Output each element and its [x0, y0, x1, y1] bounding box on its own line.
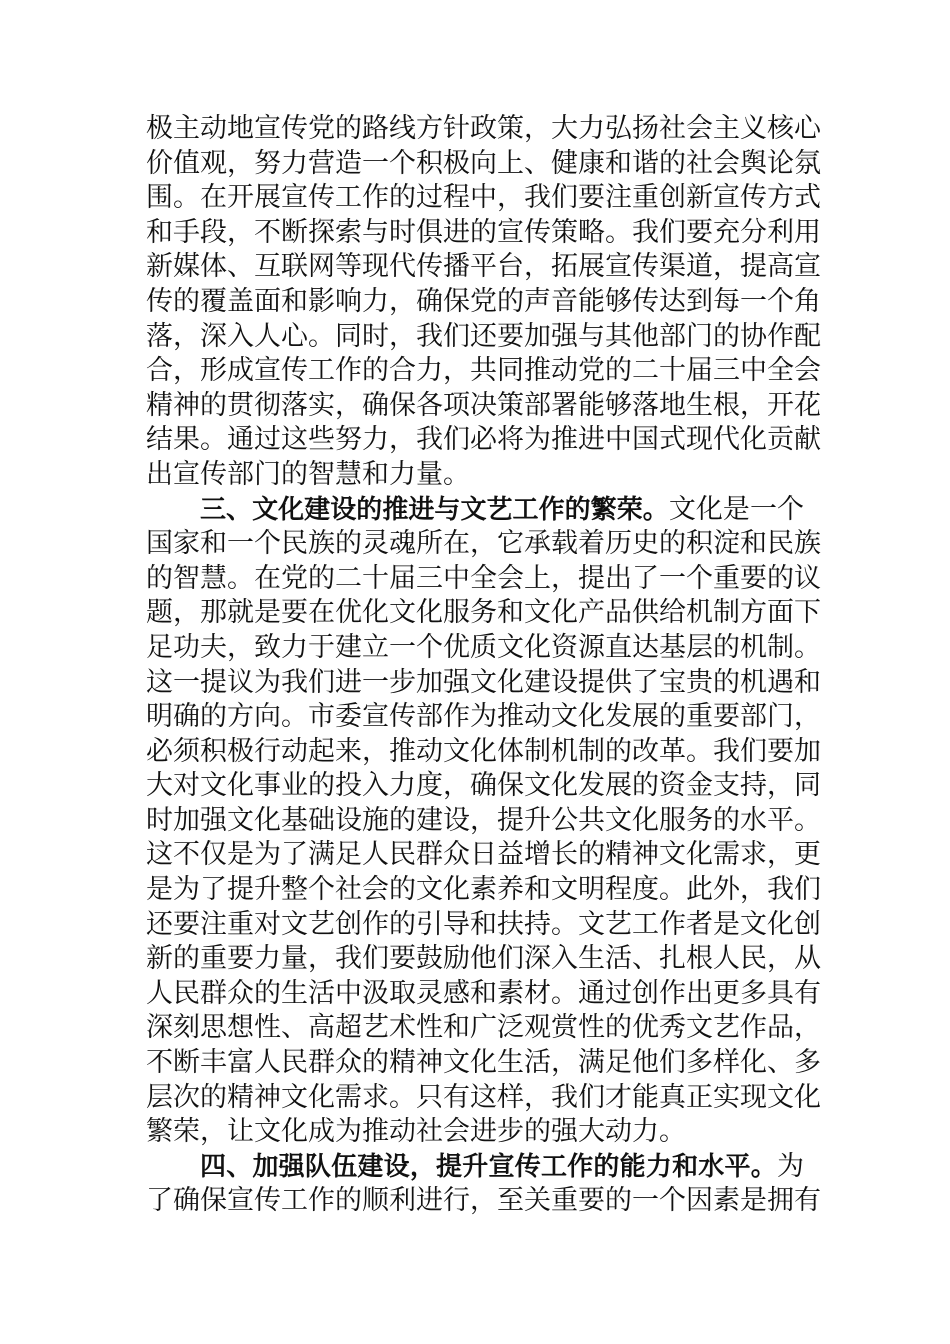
text-line: 新媒体、互联网等现代传播平台，拓展宣传渠道，提高宣	[146, 251, 821, 283]
text-line: 必须积极行动起来，推动文化体制机制的改革。我们要加	[146, 735, 821, 767]
text-line: 结果。通过这些努力，我们必将为推进中国式现代化贡献	[146, 424, 821, 456]
text-line: 极主动地宣传党的路线方针政策，大力弘扬社会主义核心	[146, 113, 821, 144]
text-line: 大对文化事业的投入力度，确保文化发展的资金支持，同	[146, 770, 821, 802]
text-line: 这一提议为我们进一步加强文化建设提供了宝贵的机遇和	[146, 666, 821, 698]
text-line: 繁荣，让文化成为推动社会进步的强大动力。	[146, 1116, 686, 1148]
text-line: 题，那就是要在优化文化服务和文化产品供给机制方面下	[146, 597, 821, 629]
text-line: 明确的方向。市委宣传部作为推动文化发展的重要部门，	[146, 701, 821, 733]
text-line: 传的覆盖面和影响力，确保党的声音能够传达到每一个角	[146, 285, 821, 317]
text-line: 层次的精神文化需求。只有这样，我们才能真正实现文化	[146, 1081, 821, 1113]
text-line: 围。在开展宣传工作的过程中，我们要注重创新宣传方式	[146, 182, 821, 214]
section-3-first-line	[146, 493, 804, 528]
text-line: 时加强文化基础设施的建设，提升公共文化服务的水平。	[146, 804, 821, 836]
text-line: 落，深入人心。同时，我们还要加强与其他部门的协作配	[146, 320, 821, 352]
section-4-paragraph	[146, 1150, 821, 1219]
text-line: 价值观，努力营造一个积极向上、健康和谐的社会舆论氛	[146, 147, 821, 179]
text-line: 深刻思想性、高超艺术性和广泛观赏性的优秀文艺作品，	[146, 1012, 821, 1044]
text-line: 的智慧。在党的二十届三中全会上，提出了一个重要的议	[146, 562, 821, 594]
document-body	[146, 112, 821, 1219]
section-4-first-line-text: 为	[777, 1150, 804, 1182]
text-line: 了确保宣传工作的顺利进行，至关重要的一个因素是拥有	[146, 1185, 821, 1217]
section-3-first-line-text: 文化是一个	[668, 493, 804, 525]
text-line: 是为了提升整个社会的文化素养和文明程度。此外，我们	[146, 874, 821, 906]
section-4-heading: 四、加强队伍建设，提升宣传工作的能力和水平。	[200, 1151, 777, 1182]
paragraph-continuation	[146, 112, 821, 493]
section-3-heading: 三、文化建设的推进与文艺工作的繁荣。	[200, 494, 669, 525]
text-line: 人民群众的生活中汲取灵感和素材。通过创作出更多具有	[146, 977, 821, 1009]
text-line: 不断丰富人民群众的精神文化生活，满足他们多样化、多	[146, 1047, 821, 1079]
text-line: 还要注重对文艺创作的引导和扶持。文艺工作者是文化创	[146, 908, 821, 940]
text-line: 和手段，不断探索与时俱进的宣传策略。我们要充分利用	[146, 216, 821, 248]
text-line: 合，形成宣传工作的合力，共同推动党的二十届三中全会	[146, 355, 821, 387]
text-line: 精神的贯彻落实，确保各项决策部署能够落地生根，开花	[146, 389, 821, 421]
section-4-first-line	[146, 1150, 804, 1185]
text-line: 新的重要力量，我们要鼓励他们深入生活、扎根人民，从	[146, 943, 821, 975]
text-line: 这不仅是为了满足人民群众日益增长的精神文化需求，更	[146, 839, 821, 871]
text-line: 出宣传部门的智慧和力量。	[146, 458, 470, 490]
text-line: 国家和一个民族的灵魂所在，它承载着历史的积淀和民族	[146, 528, 821, 560]
text-line: 足功夫，致力于建立一个优质文化资源直达基层的机制。	[146, 631, 821, 663]
section-3-paragraph	[146, 493, 821, 1150]
